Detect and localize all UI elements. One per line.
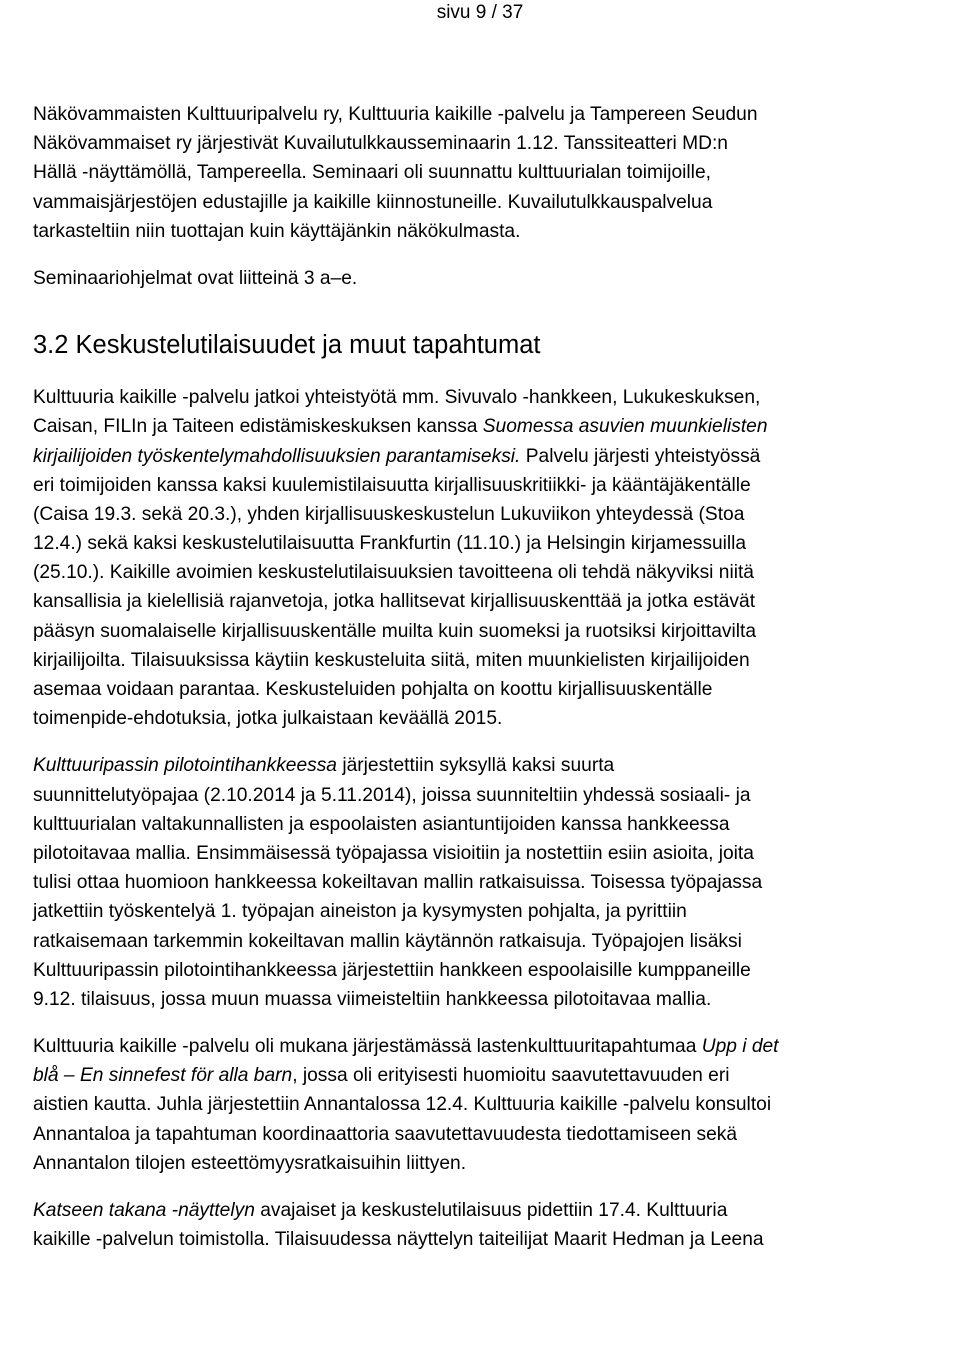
italic-text-run: Upp i det (701, 1036, 779, 1058)
paragraph-line: tarkasteltiin niin tuottajan kuin käyttäjänkin näkökulmasta. (33, 220, 521, 242)
paragraph-line: ratkaisemaan tarkemmin kokeiltavan mallin käytännön ratkaisuja. Työpajojen lisäksi (33, 930, 742, 952)
paragraph-line (33, 412, 938, 441)
paragraph-culture-pass (33, 751, 938, 1014)
paragraph-line: Annantaloa ja tapahtuman koordinaattoria saavutettavuudesta tiedottamiseen sekä (33, 1123, 738, 1145)
paragraph-line: 12.4.) sekä kaksi keskustelutilaisuutta Frankfurtin (11.10.) ja Helsingin kirjamessuilla (33, 533, 747, 555)
text-run: Kulttuuria kaikille -palvelu oli mukana järjestämässä lastenkulttuuritapahtumaa (33, 1036, 702, 1058)
paragraph-line: suunnittelutyöpajaa (2.10.2014 ja 5.11.2014), joissa suunniteltiin yhdessä sosiaali- ja (33, 784, 751, 806)
paragraph-line: (Caisa 19.3. sekä 20.3.), yhden kirjallisuuskeskustelun Lukuviikon yhteydessä (Stoa (33, 503, 745, 525)
section-heading: 3.2 Keskustelutilaisuudet ja muut tapahtumat (33, 331, 541, 360)
text-run: avajaiset ja keskustelutilaisuus pidettiin 17.4. Kulttuuria (254, 1200, 728, 1221)
paragraph-line: Kulttuuripassin pilotointihankkeessa järjestettiin hankkeen espoolaisille kumppaneille (33, 959, 751, 981)
italic-text-run: Suomessa asuvien muunkielisten (482, 416, 768, 438)
text-run: Caisan, FILIn ja Taiteen edistämiskeskuksen kanssa (33, 416, 483, 438)
paragraph-line: kulttuurialan valtakunnallisten ja espoolaisten asiantuntijoiden kanssa hankkeessa (33, 813, 730, 835)
italic-text-run: Kulttuuripassin pilotointihankkeessa (33, 755, 337, 777)
paragraph-line: toimenpide-ehdotuksia, jotka julkaistaan keväällä 2015. (33, 708, 503, 730)
paragraph-line (33, 751, 938, 780)
paragraph-line: Kulttuuria kaikille -palvelu jatkoi yhteistyötä mm. Sivuvalo -hankkeen, Lukukeskuksen, (33, 387, 761, 409)
paragraph-line: kirjailijoilta. Tilaisuuksissa käytiin keskusteluita siitä, miten muunkielisten kirjailijoiden (33, 649, 750, 671)
text-run: järjestettiin syksyllä kaksi suurta (336, 755, 615, 777)
page-number: sivu 9 / 37 (436, 2, 524, 23)
paragraph-line: Näkövammaisten Kulttuuripalvelu ry, Kulttuuria kaikille -palvelu ja Tampereen Seudun (33, 104, 758, 125)
paragraph-line: Hällä -näyttämöllä, Tampereella. Seminaari oli suunnattu kulttuurialan toimijoille, (33, 162, 711, 184)
paragraph-seminar (33, 100, 938, 246)
paragraph-line: pääsyn suomalaiselle kirjallisuuskentälle muilta kuin suomeksi ja ruotsiksi kirjoittavilta (33, 620, 757, 642)
italic-text-run: kirjailijoiden työskentelymahdollisuuksien parantamiseksi. (33, 445, 521, 467)
paragraph-line: kaikille -palvelun toimistolla. Tilaisuudessa näyttelyn taiteilijat Maarit Hedman ja Leena (33, 1229, 764, 1251)
paragraph-line: 9.12. tilaisuus, jossa muun muassa viimeisteltiin hankkeessa pilotoitavaa mallia. (33, 988, 712, 1010)
text-run: , jossa oli erityisesti huomioitu saavutettavuuden eri (292, 1065, 730, 1087)
italic-text-run: Katseen takana -näyttelyn (33, 1200, 255, 1221)
paragraph-line: (25.10.). Kaikille avoimien keskustelutilaisuuksien tavoitteena oli tehdä näkyviksi niitä (33, 562, 754, 584)
paragraph-line: Seminaariohjelmat ovat liitteinä 3 a–e. (33, 267, 358, 289)
paragraph-line: jatkettiin työskentelyä 1. työpajan aineiston ja kysymysten pohjalta, ja pyrittiin (33, 901, 687, 923)
paragraph-discussions (33, 383, 938, 733)
document-body (33, 100, 938, 1254)
paragraph-line: pilotoitavaa mallia. Ensimmäisessä työpajassa visioitiin ja nostettiin esiin asioita, joita (33, 842, 754, 864)
paragraph-line: asemaa voidaan parantaa. Keskusteluiden pohjalta on koottu kirjallisuuskentälle (33, 679, 713, 700)
paragraph-line (33, 1196, 938, 1225)
paragraph-line (33, 1061, 938, 1090)
paragraph-line: kansallisia ja kielellisiä rajanvetoja, jotka hallitsevat kirjallisuuskenttää ja jotka estävät (33, 591, 756, 613)
italic-text-run: blå – En sinnefest för alla barn (33, 1065, 293, 1087)
paragraph-line (33, 1032, 938, 1061)
paragraph-exhibition (33, 1196, 938, 1254)
paragraph-appendix (33, 264, 938, 293)
text-run: Palvelu järjesti yhteistyössä (520, 445, 761, 467)
paragraph-line: vammaisjärjestöjen edustajille ja kaikille kiinnostuneille. Kuvailutulkkauspalvelua (33, 191, 713, 213)
paragraph-children-event (33, 1032, 938, 1178)
paragraph-line: tulisi ottaa huomioon hankkeessa kokeiltavan mallin ratkaisuissa. Toisessa työpajassa (33, 872, 763, 894)
paragraph-line (33, 442, 938, 471)
paragraph-line: Näkövammaiset ry järjestivät Kuvailutulkkausseminaarin 1.12. Tanssiteatteri MD:n (33, 133, 728, 155)
paragraph-line: eri toimijoiden kanssa kaksi kuulemistilaisuutta kirjallisuuskritiikki- ja kääntäjäkentälle (33, 474, 751, 496)
paragraph-line: Annantalon tilojen esteettömyysratkaisuihin liittyen. (33, 1152, 467, 1174)
paragraph-line: aistien kautta. Juhla järjestettiin Annantalossa 12.4. Kulttuuria kaikille -palvelu konsultoi (33, 1094, 772, 1116)
